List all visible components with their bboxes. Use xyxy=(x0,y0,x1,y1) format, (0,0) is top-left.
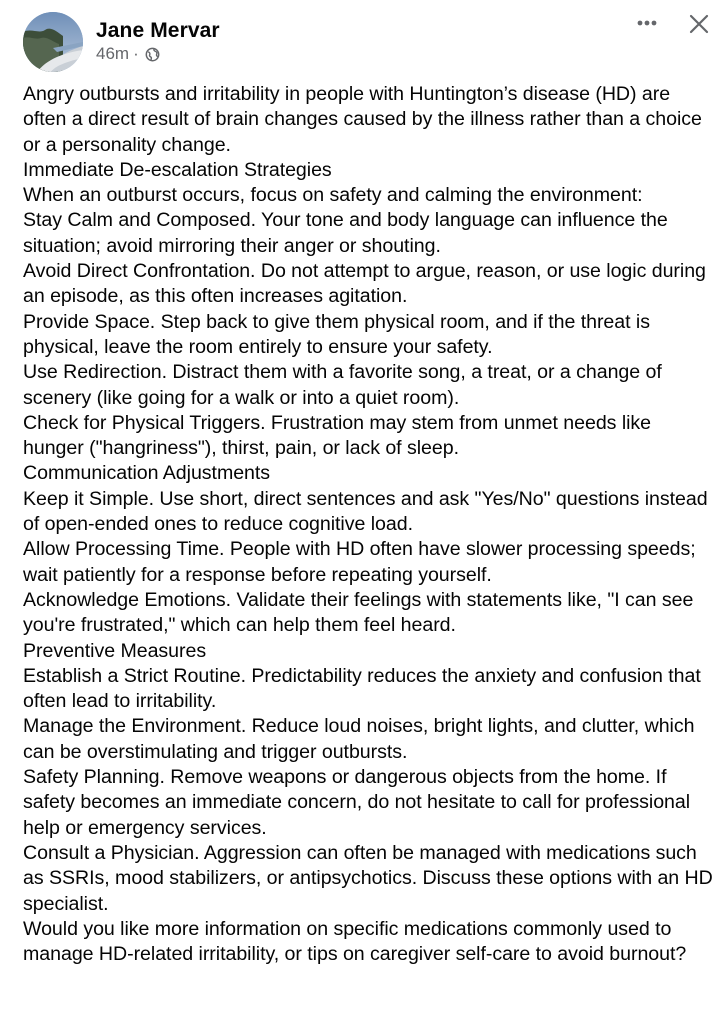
close-icon xyxy=(685,10,713,38)
post-header xyxy=(0,0,717,80)
section-heading-deescalation: Immediate De-escalation Strategies xyxy=(23,158,332,181)
more-horizontal-icon xyxy=(632,10,662,36)
post-paragraph: Avoid Direct Confrontation. Do not attempt to argue, reason, or use logic during an episode, as this often increases agitation. xyxy=(23,260,706,308)
meta-separator: · xyxy=(133,44,139,63)
more-options-button[interactable] xyxy=(632,10,662,36)
post-paragraph: Allow Processing Time. People with HD often have slower processing speeds; wait patiently for a response before repeating yourself. xyxy=(23,538,696,586)
post-meta xyxy=(96,44,160,64)
post-paragraph: Manage the Environment. Reduce loud noises, bright lights, and clutter, which can be overstimulating and trigger outbursts. xyxy=(23,715,695,763)
post-paragraph: Acknowledge Emotions. Validate their feelings with statements like, "I can see you're frustrated," which can help them feel heard. xyxy=(23,588,694,637)
close-button[interactable] xyxy=(685,10,713,38)
post-paragraph: Establish a Strict Routine. Predictability reduces the anxiety and confusion that often lead to irritability. xyxy=(23,664,701,713)
post-paragraph-closing: Would you like more information on specific medications commonly used to manage HD-related irritability, or tips on caregiver self-care to avoid burnout? xyxy=(23,917,687,966)
avatar[interactable] xyxy=(23,12,83,72)
post-paragraph: When an outburst occurs, focus on safety and calming the environment: xyxy=(23,184,643,207)
post-paragraph: Safety Planning. Remove weapons or dangerous objects from the home. If safety becomes an immediate concern, do not hesitate to call for professional help or emergency services. xyxy=(23,766,691,839)
post-paragraph: Keep it Simple. Use short, direct sentences and ask "Yes/No" questions instead of open-ended ones to reduce cognitive load. xyxy=(23,487,708,536)
post-paragraph: Use Redirection. Distract them with a favorite song, a treat, or a change of scenery (like going for a walk or into a quiet room). xyxy=(23,361,662,409)
post-time[interactable]: 46m xyxy=(96,44,130,63)
post-paragraph: Consult a Physician. Aggression can often be managed with medications such as SSRIs, mood stabilizers, or antipsychotics. Discuss these options with an HD specialist. xyxy=(23,841,713,915)
post-paragraph: Check for Physical Triggers. Frustration may stem from unmet needs like hunger ("hangriness"), thirst, pain, or lack of sleep. xyxy=(23,411,652,460)
post-paragraph: Provide Space. Step back to give them physical room, and if the threat is physical, leave the room entirely to ensure your safety. xyxy=(23,310,650,358)
section-heading-preventive: Preventive Measures xyxy=(23,639,207,662)
globe-icon xyxy=(145,47,160,62)
post-paragraph: Stay Calm and Composed. Your tone and body language can influence the situation; avoid mirroring their anger or shouting. xyxy=(23,209,668,257)
post-paragraph-intro: Angry outbursts and irritability in people with Huntington’s disease (HD) are often a direct result of brain changes caused by the illness rather than a choice or a personality change. xyxy=(23,83,702,156)
author-name[interactable]: Jane Mervar xyxy=(96,19,220,42)
avatar-image xyxy=(23,12,83,72)
section-heading-communication: Communication Adjustments xyxy=(23,462,271,485)
post-body xyxy=(23,82,713,967)
